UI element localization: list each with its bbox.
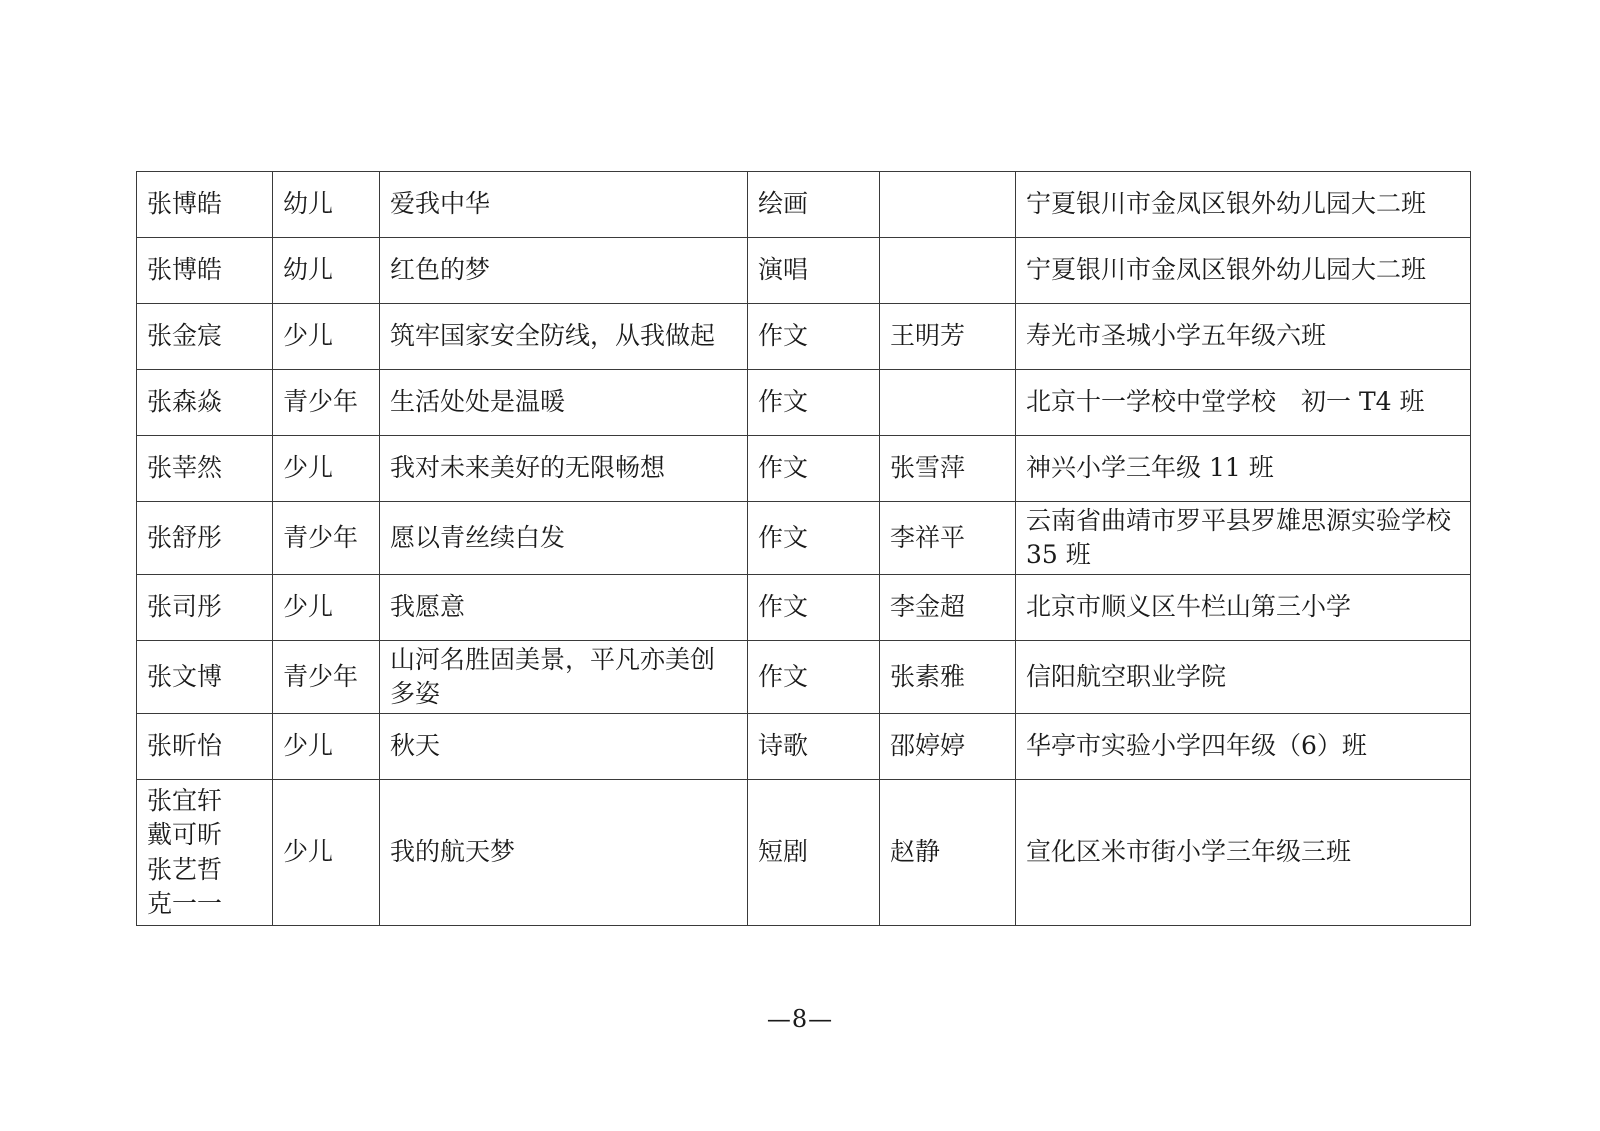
category-cell: 作文 (748, 641, 880, 714)
table-row (137, 575, 1471, 641)
work-title-cell: 我愿意 (380, 575, 748, 641)
category-cell: 作文 (748, 575, 880, 641)
name-cell: 张文博 (137, 641, 273, 714)
work-title-cell: 愿以青丝续白发 (380, 502, 748, 575)
work-title-cell: 生活处处是温暖 (380, 370, 748, 436)
age-group-cell: 少儿 (273, 714, 380, 780)
category-cell: 作文 (748, 370, 880, 436)
table-row (137, 304, 1471, 370)
age-group-cell: 幼儿 (273, 238, 380, 304)
school-cell: 宁夏银川市金凤区银外幼儿园大二班 (1016, 172, 1471, 238)
category-cell: 作文 (748, 304, 880, 370)
teacher-cell (880, 370, 1016, 436)
teacher-cell: 李金超 (880, 575, 1016, 641)
age-group-cell: 少儿 (273, 436, 380, 502)
table-row (137, 780, 1471, 926)
awards-table (136, 171, 1471, 926)
school-cell: 宣化区米市街小学三年级三班 (1016, 780, 1471, 926)
school-cell: 宁夏银川市金凤区银外幼儿园大二班 (1016, 238, 1471, 304)
teacher-cell (880, 238, 1016, 304)
school-cell: 华亭市实验小学四年级（6）班 (1016, 714, 1471, 780)
age-group-cell: 幼儿 (273, 172, 380, 238)
name-cell: 张宜轩 戴可昕 张艺哲 克一一 (137, 780, 273, 926)
name-cell: 张舒彤 (137, 502, 273, 575)
school-cell: 北京市顺义区牛栏山第三小学 (1016, 575, 1471, 641)
table-row (137, 714, 1471, 780)
teacher-cell: 邵婷婷 (880, 714, 1016, 780)
school-cell: 信阳航空职业学院 (1016, 641, 1471, 714)
school-cell: 寿光市圣城小学五年级六班 (1016, 304, 1471, 370)
teacher-cell: 王明芳 (880, 304, 1016, 370)
work-title-cell: 爱我中华 (380, 172, 748, 238)
age-group-cell: 青少年 (273, 641, 380, 714)
teacher-cell: 李祥平 (880, 502, 1016, 575)
name-cell: 张金宸 (137, 304, 273, 370)
work-title-cell: 秋天 (380, 714, 748, 780)
table-row (137, 370, 1471, 436)
teacher-cell: 张雪萍 (880, 436, 1016, 502)
table-row (137, 436, 1471, 502)
table-row (137, 172, 1471, 238)
school-cell: 云南省曲靖市罗平县罗雄思源实验学校 35 班 (1016, 502, 1471, 575)
category-cell: 绘画 (748, 172, 880, 238)
work-title-cell: 筑牢国家安全防线，从我做起 (380, 304, 748, 370)
age-group-cell: 少儿 (273, 575, 380, 641)
category-cell: 演唱 (748, 238, 880, 304)
category-cell: 短剧 (748, 780, 880, 926)
name-cell: 张博皓 (137, 238, 273, 304)
name-cell: 张昕怡 (137, 714, 273, 780)
category-cell: 作文 (748, 502, 880, 575)
name-cell: 张莘然 (137, 436, 273, 502)
work-title-cell: 我的航天梦 (380, 780, 748, 926)
work-title-cell: 我对未来美好的无限畅想 (380, 436, 748, 502)
category-cell: 作文 (748, 436, 880, 502)
teacher-cell (880, 172, 1016, 238)
table-row (137, 641, 1471, 714)
name-cell: 张森焱 (137, 370, 273, 436)
age-group-cell: 少儿 (273, 780, 380, 926)
name-cell: 张博皓 (137, 172, 273, 238)
age-group-cell: 青少年 (273, 370, 380, 436)
school-cell: 神兴小学三年级 11 班 (1016, 436, 1471, 502)
teacher-cell: 赵静 (880, 780, 1016, 926)
work-title-cell: 红色的梦 (380, 238, 748, 304)
page-number: —8— (766, 1005, 834, 1033)
table-row (137, 238, 1471, 304)
table-row (137, 502, 1471, 575)
age-group-cell: 青少年 (273, 502, 380, 575)
teacher-cell: 张素雅 (880, 641, 1016, 714)
work-title-cell: 山河名胜固美景，平凡亦美创多姿 (380, 641, 748, 714)
name-cell: 张司彤 (137, 575, 273, 641)
age-group-cell: 少儿 (273, 304, 380, 370)
school-cell: 北京十一学校中堂学校 初一 T4 班 (1016, 370, 1471, 436)
category-cell: 诗歌 (748, 714, 880, 780)
